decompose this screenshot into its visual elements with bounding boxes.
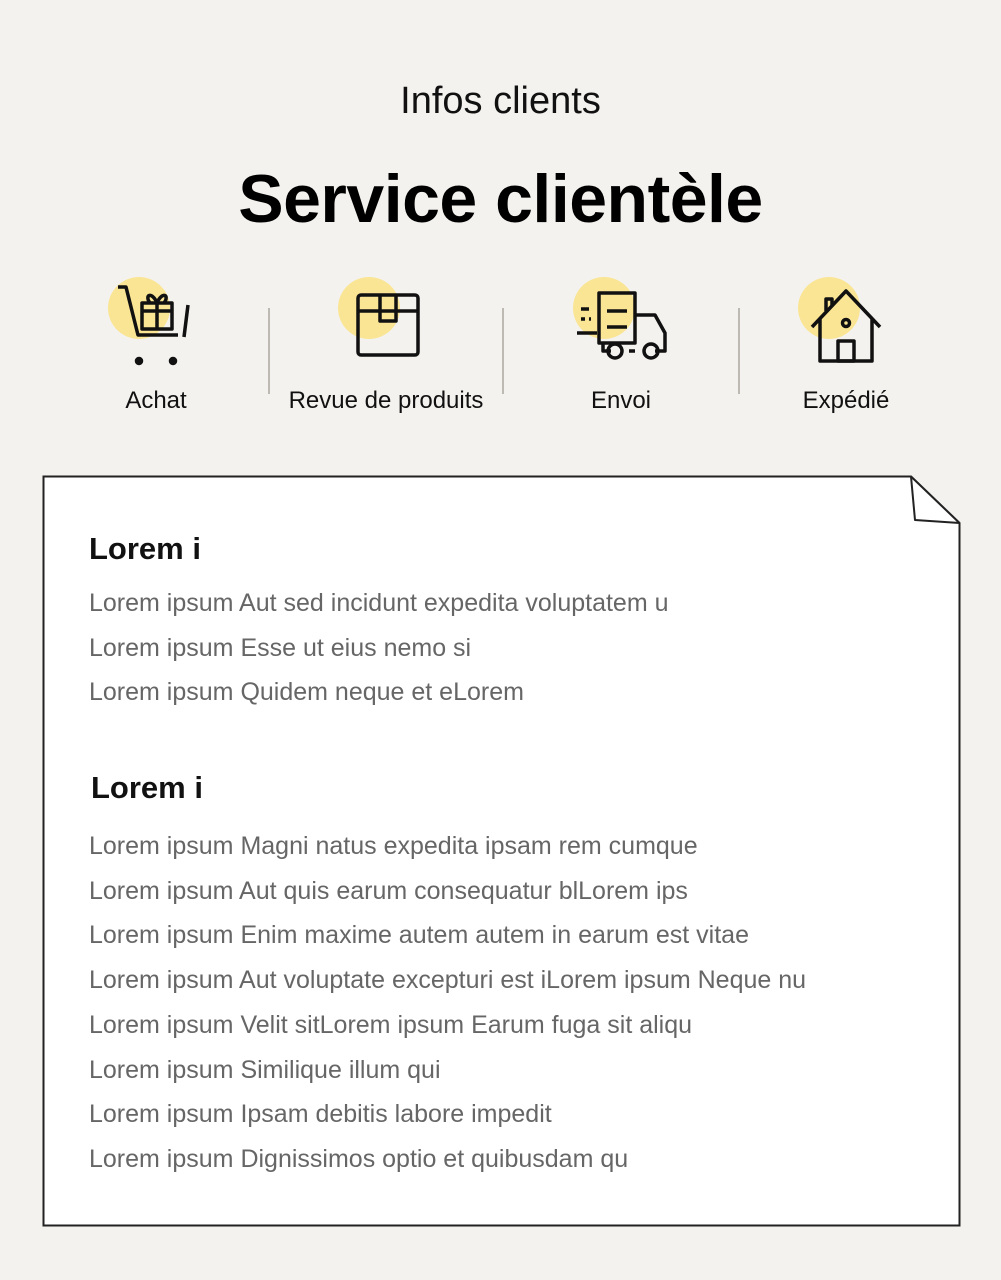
step-label: Revue de produits	[288, 387, 484, 414]
section-line: Lorem ipsum Dignissimos optio et quibusdam qu	[89, 1144, 629, 1173]
step-label: Achat	[125, 387, 187, 414]
section-line: Lorem ipsum Ipsam debitis labore impedit	[89, 1100, 552, 1129]
section-line: Lorem ipsum Aut quis earum consequatur blLorem ips	[89, 876, 688, 905]
section-line: Lorem ipsum Magni natus expedita ipsam rem cumque	[89, 832, 698, 860]
divider	[268, 308, 270, 394]
section-line: Lorem ipsum Aut voluptate excepturi est iLorem ipsum Neque nu	[89, 966, 807, 995]
step-label: Envoi	[590, 387, 652, 414]
card-section-2	[89, 770, 806, 1182]
divider	[502, 308, 504, 394]
page-subtitle: Infos clients	[400, 80, 601, 122]
step-envoi	[506, 275, 736, 415]
info-card	[42, 475, 961, 1227]
step-expedie	[731, 275, 961, 415]
section-line: Lorem ipsum Quidem neque et eLorem	[89, 678, 524, 707]
house-icon	[796, 275, 896, 375]
step-revue	[271, 275, 501, 415]
section-line: Lorem ipsum Esse ut eius nemo si	[89, 633, 472, 662]
page-title: Service clientèle	[238, 161, 763, 237]
delivery-truck-icon	[571, 275, 671, 375]
step-label: Expédié	[802, 387, 890, 414]
section-heading: Lorem i	[89, 531, 201, 566]
cart-gift-icon	[106, 275, 206, 375]
section-heading: Lorem i	[91, 770, 203, 805]
section-line: Lorem ipsum Velit sitLorem ipsum Earum fuga sit aliqu	[89, 1010, 693, 1039]
card-section-1	[89, 531, 669, 715]
section-line: Lorem ipsum Enim maxime autem autem in earum est vitae	[89, 921, 749, 950]
box-icon	[336, 275, 436, 375]
step-achat	[41, 275, 271, 415]
section-line: Lorem ipsum Aut sed incidunt expedita voluptatem u	[89, 589, 669, 617]
section-line: Lorem ipsum Similique illum qui	[89, 1055, 441, 1084]
